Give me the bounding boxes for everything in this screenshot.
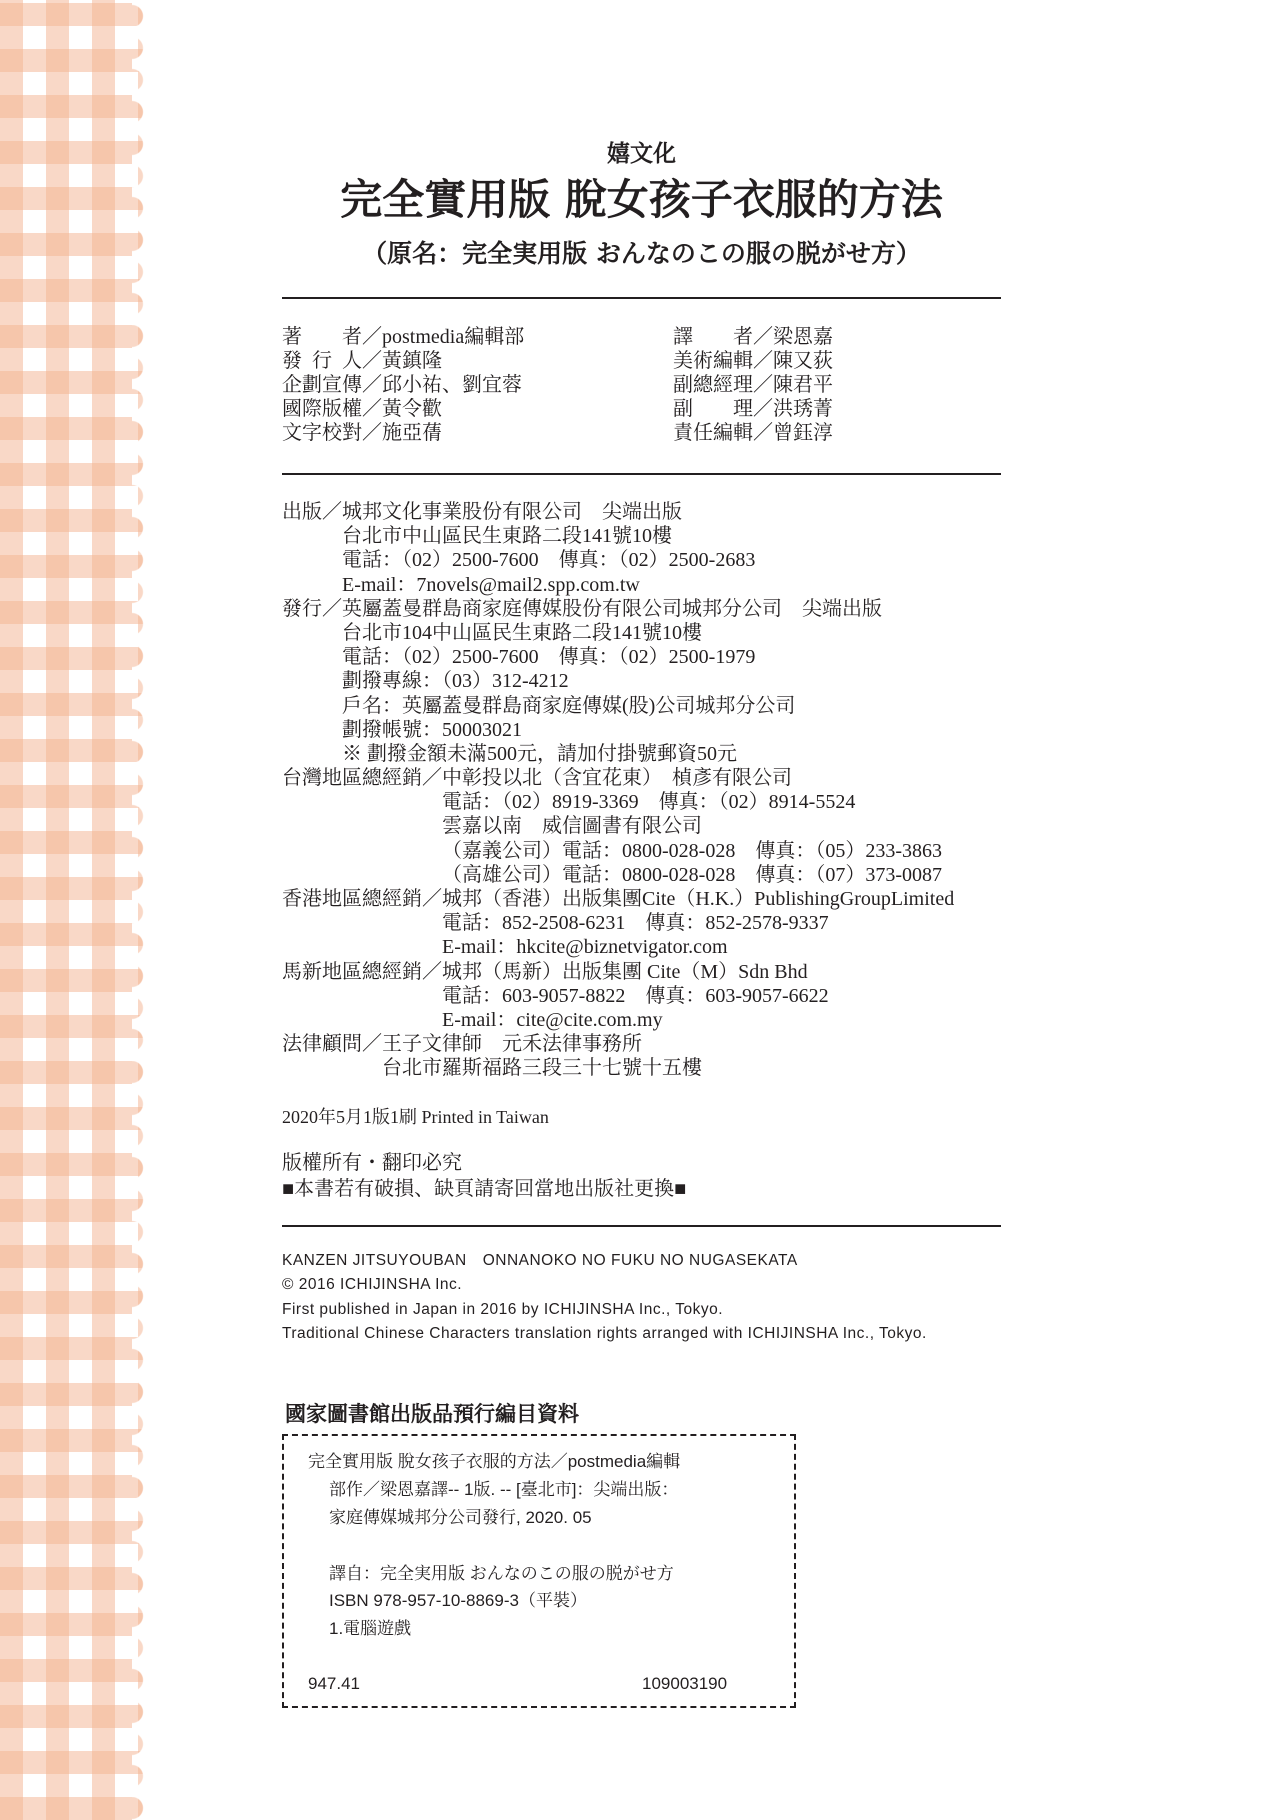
credits-left-column	[282, 325, 524, 445]
cip-line: 部作／梁恩嘉譯-- 1版. -- [臺北市]：尖端出版：	[329, 1479, 679, 1499]
phone-line: （嘉義公司）電話：0800-028-028 傳真：（05）233-3863	[442, 839, 942, 862]
credit-row	[282, 349, 524, 373]
phone-line: 電話：（02）8919-3369 傳真：（02）8914-5524	[442, 791, 856, 814]
credit-name: 邱小祐、劉宜蓉	[382, 374, 522, 396]
credit-role: 著 者	[282, 326, 362, 348]
address-line: 台北市104中山區民生東路二段141號10樓	[342, 621, 702, 644]
rights-notice	[282, 1151, 686, 1202]
credit-role: 發 行 人	[282, 350, 362, 372]
credit-role: 副總經理	[673, 374, 753, 396]
credit-row	[282, 421, 524, 445]
credit-name: 施亞蒨	[382, 422, 442, 444]
wavy-border-edge	[132, 0, 150, 1820]
credit-row	[673, 349, 833, 373]
credit-role: 企劃宣傳	[282, 374, 362, 396]
cip-line: 完全實用版 脫女孩子衣服的方法／postmedia編輯	[308, 1452, 681, 1471]
replacement-notice: ■本書若有破損、缺頁請寄回當地出版社更換■	[282, 1177, 687, 1200]
first-published-line: First published in Japan in 2016 by ICHIJINSHA Inc., Tokyo.	[282, 1300, 724, 1318]
credit-separator: ／	[362, 398, 382, 420]
credit-separator: ／	[753, 398, 773, 420]
phone-line: 電話：（02）2500-7600 傳真：（02）2500-2683	[342, 549, 756, 572]
cip-isbn: ISBN 978-957-10-8869-3（平裝）	[329, 1591, 587, 1611]
original-title-romanized: KANZEN JITSUYOUBAN ONNANOKO NO FUKU NO NUGASEKATA	[282, 1252, 798, 1269]
original-edition-info	[282, 1249, 927, 1347]
book-title: 完全實用版 脫女孩子衣服的方法	[340, 175, 943, 224]
credit-separator: ／	[362, 374, 382, 396]
legal-counsel-line: 法律顧問／王子文律師 元禾法律事務所	[282, 1033, 642, 1056]
credit-separator: ／	[753, 350, 773, 372]
cip-classification: 947.41	[308, 1674, 360, 1693]
divider-rule	[282, 297, 1001, 299]
credit-separator: ／	[753, 374, 773, 396]
divider-rule	[282, 1225, 1001, 1227]
gingham-horizontal-stripes	[0, 0, 150, 1820]
credit-row	[673, 421, 833, 445]
transfer-line: 劃撥專線：（03）312-4212	[342, 670, 569, 693]
credit-role: 文字校對	[282, 422, 362, 444]
original-title: （原名：完全実用版 おんなのこの服の脱がせ方）	[362, 239, 921, 268]
credit-row	[282, 373, 524, 397]
credit-role: 責任編輯	[673, 422, 753, 444]
credit-role: 美術編輯	[673, 350, 753, 372]
address-line: 台北市中山區民生東路二段141號10樓	[342, 525, 672, 548]
account-name-line: 戶名：英屬蓋曼群島商家庭傳媒(股)公司城邦分公司	[342, 694, 796, 717]
cip-record-number: 109003190	[642, 1674, 728, 1693]
credit-row	[282, 397, 524, 421]
credit-row	[673, 373, 833, 397]
credit-name: 黃令歡	[382, 398, 442, 420]
cip-record-box	[282, 1434, 796, 1708]
printing-info: 2020年5月1版1刷 Printed in Taiwan	[282, 1107, 549, 1127]
cip-subject: 1.電腦遊戲	[329, 1619, 412, 1639]
credit-role: 副 理	[673, 398, 753, 420]
credit-name: 陳又荻	[773, 350, 833, 372]
credit-name: 黃鎮隆	[382, 350, 442, 372]
cip-spacer	[284, 1532, 680, 1560]
credit-separator: ／	[362, 350, 382, 372]
publisher-line: 出版／城邦文化事業股份有限公司 尖端出版	[282, 501, 682, 523]
postage-note: ※ 劃撥金額未滿500元，請加付掛號郵資50元	[342, 742, 737, 765]
taiwan-distributor-line: 台灣地區總經銷／中彰投以北（含宜花東） 楨彥有限公司	[282, 767, 792, 790]
phone-line: （高雄公司）電話：0800-028-028 傳真：（07）373-0087	[442, 863, 942, 886]
email-line: E-mail：cite@cite.com.my	[442, 1008, 663, 1031]
credit-name: 梁恩嘉	[773, 326, 833, 348]
email-line: E-mail：7novels@mail2.spp.com.tw	[342, 573, 640, 596]
copyright-holder: © 2016 ICHIJINSHA Inc.	[282, 1276, 463, 1294]
cip-line: 家庭傳媒城邦分公司發行, 2020. 05	[329, 1507, 592, 1527]
cip-heading: 國家圖書館出版品預行編目資料	[285, 1402, 579, 1426]
credit-row	[673, 397, 833, 421]
publisher-info	[282, 500, 954, 1081]
credit-name: postmedia編輯部	[382, 326, 525, 348]
credit-separator: ／	[753, 422, 773, 444]
phone-line: 電話：852-2508-6231 傳真：852-2578-9337	[442, 912, 829, 935]
imprint-name: 嬉文化	[607, 141, 676, 167]
credit-role: 國際版權	[282, 398, 362, 420]
gingham-border	[0, 0, 150, 1820]
credit-row	[282, 325, 524, 349]
phone-line: 電話：603-9057-8822 傳真：603-9057-6622	[442, 984, 829, 1007]
credits-right-column	[673, 325, 833, 445]
credit-row	[673, 325, 833, 349]
credit-name: 陳君平	[773, 374, 833, 396]
credit-name: 曾鈺淳	[773, 422, 833, 444]
hongkong-distributor-line: 香港地區總經銷／城邦（香港）出版集團Cite（H.K.）PublishingGroupLimited	[282, 888, 955, 910]
phone-line: 電話：（02）2500-7600 傳真：（02）2500-1979	[342, 646, 756, 669]
cip-line: 譯自：完全実用版 おんなのこの服の脱がせ方	[329, 1563, 674, 1583]
email-line: E-mail：hkcite@biznetvigator.com	[442, 936, 728, 959]
address-line: 台北市羅斯福路三段三十七號十五樓	[382, 1057, 702, 1080]
translation-rights-line: Traditional Chinese Characters translation rights arranged with ICHIJINSHA Inc., Tokyo.	[282, 1325, 927, 1343]
credit-name: 洪琇菁	[773, 398, 833, 420]
credit-separator: ／	[362, 422, 382, 444]
distributor-line: 發行／英屬蓋曼群島商家庭傳媒股份有限公司城邦分公司 尖端出版	[282, 597, 882, 620]
credit-separator: ／	[362, 326, 382, 348]
credit-separator: ／	[753, 326, 773, 348]
credit-role: 譯 者	[673, 326, 753, 348]
malaysia-distributor-line: 馬新地區總經銷／城邦（馬新）出版集團 Cite（M）Sdn Bhd	[282, 960, 808, 983]
cip-lines	[284, 1448, 680, 1643]
account-number-line: 劃撥帳號：50003021	[342, 718, 522, 741]
divider-rule	[282, 473, 1001, 475]
distributor-line: 雲嘉以南 威信圖書有限公司	[442, 815, 702, 838]
copyright-line: 版權所有・翻印必究	[282, 1152, 462, 1174]
